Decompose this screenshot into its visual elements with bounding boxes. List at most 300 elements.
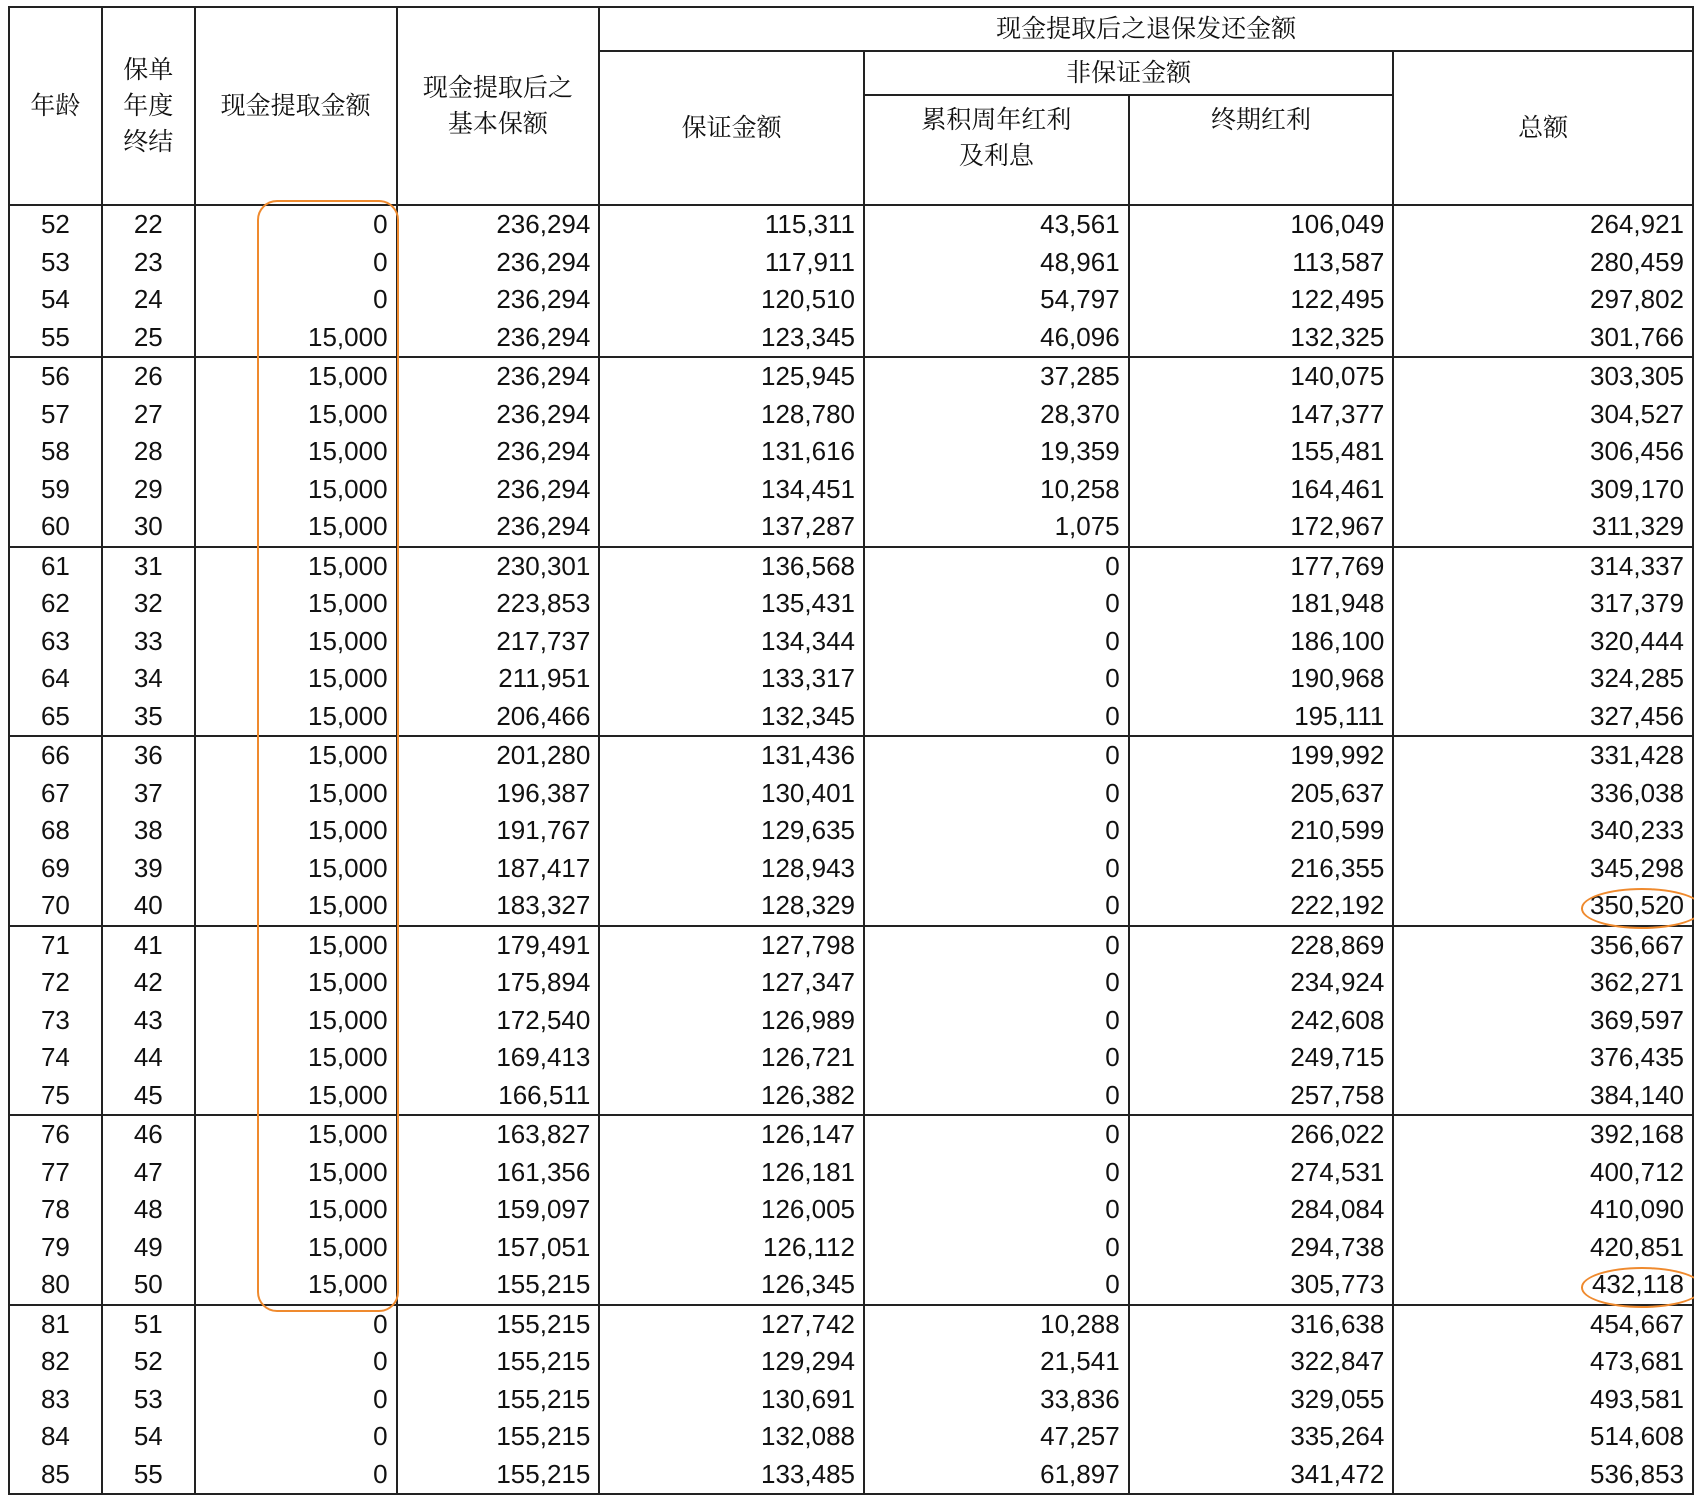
cell-guaranteed: 132,345	[599, 698, 864, 737]
table-body	[9, 205, 1693, 1494]
cell-policy-year: 26	[102, 357, 195, 396]
table-row	[9, 205, 1693, 244]
cell-basic-sum: 236,294	[397, 319, 600, 358]
cell-guaranteed: 130,401	[599, 775, 864, 813]
table-row	[9, 623, 1693, 661]
table-row	[9, 1418, 1693, 1456]
cell-basic-sum: 236,294	[397, 205, 600, 244]
table-row	[9, 471, 1693, 509]
cell-age: 54	[9, 281, 102, 319]
cell-cash-withdrawal: 15,000	[195, 1002, 397, 1040]
cell-cash-withdrawal: 15,000	[195, 964, 397, 1002]
cell-guaranteed: 130,691	[599, 1381, 864, 1419]
cell-accumulated-bonus: 0	[864, 812, 1129, 850]
cell-basic-sum: 172,540	[397, 1002, 600, 1040]
cell-accumulated-bonus: 10,258	[864, 471, 1129, 509]
table-row	[9, 887, 1693, 926]
cell-accumulated-bonus: 48,961	[864, 244, 1129, 282]
cell-policy-year: 53	[102, 1381, 195, 1419]
cell-age: 81	[9, 1305, 102, 1344]
cell-basic-sum: 236,294	[397, 471, 600, 509]
table-row	[9, 926, 1693, 965]
cell-total: 376,435	[1393, 1039, 1693, 1077]
cell-guaranteed: 123,345	[599, 319, 864, 358]
cell-age: 52	[9, 205, 102, 244]
cell-basic-sum: 236,294	[397, 357, 600, 396]
cell-policy-year: 30	[102, 508, 195, 547]
cell-terminal-bonus: 294,738	[1129, 1229, 1394, 1267]
cell-accumulated-bonus: 43,561	[864, 205, 1129, 244]
cell-age: 59	[9, 471, 102, 509]
cell-total: 345,298	[1393, 850, 1693, 888]
cell-policy-year: 37	[102, 775, 195, 813]
cell-terminal-bonus: 181,948	[1129, 585, 1394, 623]
cell-guaranteed: 117,911	[599, 244, 864, 282]
cell-age: 57	[9, 396, 102, 434]
cell-accumulated-bonus: 0	[864, 1229, 1129, 1267]
cell-accumulated-bonus: 46,096	[864, 319, 1129, 358]
cell-guaranteed: 129,294	[599, 1343, 864, 1381]
table-row	[9, 433, 1693, 471]
cell-age: 74	[9, 1039, 102, 1077]
cell-total: 410,090	[1393, 1191, 1693, 1229]
table-row	[9, 508, 1693, 547]
cell-total: 350,520	[1393, 887, 1693, 926]
cell-basic-sum: 159,097	[397, 1191, 600, 1229]
cell-policy-year: 47	[102, 1154, 195, 1192]
cell-cash-withdrawal: 15,000	[195, 775, 397, 813]
cell-cash-withdrawal: 15,000	[195, 471, 397, 509]
cell-accumulated-bonus: 61,897	[864, 1456, 1129, 1495]
cell-policy-year: 32	[102, 585, 195, 623]
header-non-guaranteed-group: 非保证金额	[864, 51, 1393, 95]
cell-cash-withdrawal: 15,000	[195, 585, 397, 623]
cell-cash-withdrawal: 15,000	[195, 887, 397, 926]
cell-total: 309,170	[1393, 471, 1693, 509]
cell-total: 362,271	[1393, 964, 1693, 1002]
cell-policy-year: 48	[102, 1191, 195, 1229]
cell-policy-year: 39	[102, 850, 195, 888]
cell-policy-year: 27	[102, 396, 195, 434]
cell-policy-year: 42	[102, 964, 195, 1002]
cell-policy-year: 51	[102, 1305, 195, 1344]
cell-policy-year: 36	[102, 736, 195, 775]
cell-basic-sum: 155,215	[397, 1456, 600, 1495]
cell-policy-year: 49	[102, 1229, 195, 1267]
cell-age: 71	[9, 926, 102, 965]
cell-accumulated-bonus: 37,285	[864, 357, 1129, 396]
cell-cash-withdrawal: 15,000	[195, 1154, 397, 1192]
cell-basic-sum: 175,894	[397, 964, 600, 1002]
cell-cash-withdrawal: 0	[195, 1305, 397, 1344]
cell-cash-withdrawal: 15,000	[195, 396, 397, 434]
cell-cash-withdrawal: 15,000	[195, 850, 397, 888]
cell-guaranteed: 132,088	[599, 1418, 864, 1456]
cell-terminal-bonus: 199,992	[1129, 736, 1394, 775]
cell-policy-year: 24	[102, 281, 195, 319]
cell-policy-year: 29	[102, 471, 195, 509]
cell-accumulated-bonus: 19,359	[864, 433, 1129, 471]
cell-total: 301,766	[1393, 319, 1693, 358]
cell-accumulated-bonus: 0	[864, 1002, 1129, 1040]
benefit-illustration-table-container	[8, 6, 1694, 1495]
cell-basic-sum: 211,951	[397, 660, 600, 698]
cell-accumulated-bonus: 54,797	[864, 281, 1129, 319]
cell-total: 392,168	[1393, 1115, 1693, 1154]
cell-guaranteed: 126,382	[599, 1077, 864, 1116]
cell-guaranteed: 127,347	[599, 964, 864, 1002]
cell-basic-sum: 223,853	[397, 585, 600, 623]
cell-guaranteed: 126,721	[599, 1039, 864, 1077]
cell-guaranteed: 137,287	[599, 508, 864, 547]
cell-terminal-bonus: 113,587	[1129, 244, 1394, 282]
cell-age: 61	[9, 547, 102, 586]
cell-basic-sum: 163,827	[397, 1115, 600, 1154]
cell-guaranteed: 128,780	[599, 396, 864, 434]
cell-terminal-bonus: 147,377	[1129, 396, 1394, 434]
cell-total: 304,527	[1393, 396, 1693, 434]
cell-age: 82	[9, 1343, 102, 1381]
cell-accumulated-bonus: 0	[864, 964, 1129, 1002]
cell-guaranteed: 115,311	[599, 205, 864, 244]
cell-policy-year: 33	[102, 623, 195, 661]
header-policy-year-end: 保单 年度 终结	[102, 7, 195, 205]
cell-cash-withdrawal: 0	[195, 244, 397, 282]
table-row	[9, 1343, 1693, 1381]
cell-basic-sum: 236,294	[397, 508, 600, 547]
cell-total: 493,581	[1393, 1381, 1693, 1419]
cell-age: 75	[9, 1077, 102, 1116]
cell-basic-sum: 236,294	[397, 281, 600, 319]
cell-guaranteed: 126,005	[599, 1191, 864, 1229]
cell-basic-sum: 236,294	[397, 396, 600, 434]
cell-age: 65	[9, 698, 102, 737]
cell-terminal-bonus: 242,608	[1129, 1002, 1394, 1040]
cell-basic-sum: 206,466	[397, 698, 600, 737]
cell-cash-withdrawal: 15,000	[195, 1115, 397, 1154]
cell-guaranteed: 126,345	[599, 1266, 864, 1305]
cell-basic-sum: 157,051	[397, 1229, 600, 1267]
cell-total: 432,118	[1393, 1266, 1693, 1305]
cell-policy-year: 45	[102, 1077, 195, 1116]
cell-basic-sum: 155,215	[397, 1343, 600, 1381]
cell-accumulated-bonus: 0	[864, 547, 1129, 586]
cell-guaranteed: 120,510	[599, 281, 864, 319]
cell-accumulated-bonus: 0	[864, 1039, 1129, 1077]
benefit-illustration-table	[8, 6, 1694, 1495]
cell-accumulated-bonus: 0	[864, 1266, 1129, 1305]
cell-policy-year: 23	[102, 244, 195, 282]
cell-terminal-bonus: 284,084	[1129, 1191, 1394, 1229]
cell-total: 454,667	[1393, 1305, 1693, 1344]
cell-terminal-bonus: 274,531	[1129, 1154, 1394, 1192]
cell-basic-sum: 183,327	[397, 887, 600, 926]
cell-age: 76	[9, 1115, 102, 1154]
cell-policy-year: 25	[102, 319, 195, 358]
cell-basic-sum: 155,215	[397, 1305, 600, 1344]
cell-accumulated-bonus: 0	[864, 660, 1129, 698]
cell-accumulated-bonus: 0	[864, 623, 1129, 661]
header-age: 年龄	[9, 7, 102, 205]
table-row	[9, 964, 1693, 1002]
cell-terminal-bonus: 172,967	[1129, 508, 1394, 547]
cell-basic-sum: 196,387	[397, 775, 600, 813]
cell-total: 336,038	[1393, 775, 1693, 813]
table-row	[9, 547, 1693, 586]
cell-terminal-bonus: 305,773	[1129, 1266, 1394, 1305]
cell-age: 69	[9, 850, 102, 888]
cell-guaranteed: 133,317	[599, 660, 864, 698]
cell-accumulated-bonus: 0	[864, 850, 1129, 888]
table-row	[9, 775, 1693, 813]
cell-cash-withdrawal: 15,000	[195, 1191, 397, 1229]
cell-age: 58	[9, 433, 102, 471]
cell-total: 306,456	[1393, 433, 1693, 471]
cell-terminal-bonus: 132,325	[1129, 319, 1394, 358]
cell-terminal-bonus: 155,481	[1129, 433, 1394, 471]
cell-terminal-bonus: 140,075	[1129, 357, 1394, 396]
cell-terminal-bonus: 316,638	[1129, 1305, 1394, 1344]
table-row	[9, 736, 1693, 775]
table-row	[9, 1456, 1693, 1495]
table-row	[9, 660, 1693, 698]
cell-total: 264,921	[1393, 205, 1693, 244]
cell-guaranteed: 129,635	[599, 812, 864, 850]
cell-age: 67	[9, 775, 102, 813]
cell-age: 73	[9, 1002, 102, 1040]
cell-cash-withdrawal: 15,000	[195, 547, 397, 586]
cell-age: 80	[9, 1266, 102, 1305]
table-row	[9, 1191, 1693, 1229]
cell-age: 77	[9, 1154, 102, 1192]
cell-total: 473,681	[1393, 1343, 1693, 1381]
cell-age: 56	[9, 357, 102, 396]
cell-accumulated-bonus: 10,288	[864, 1305, 1129, 1344]
cell-policy-year: 34	[102, 660, 195, 698]
cell-cash-withdrawal: 15,000	[195, 357, 397, 396]
cell-accumulated-bonus: 0	[864, 736, 1129, 775]
cell-guaranteed: 135,431	[599, 585, 864, 623]
cell-age: 62	[9, 585, 102, 623]
cell-policy-year: 41	[102, 926, 195, 965]
cell-guaranteed: 125,945	[599, 357, 864, 396]
cell-basic-sum: 187,417	[397, 850, 600, 888]
cell-terminal-bonus: 205,637	[1129, 775, 1394, 813]
header-cash-withdrawal: 现金提取金额	[195, 7, 397, 205]
cell-cash-withdrawal: 15,000	[195, 698, 397, 737]
cell-guaranteed: 134,344	[599, 623, 864, 661]
cell-cash-withdrawal: 0	[195, 1343, 397, 1381]
cell-total: 320,444	[1393, 623, 1693, 661]
cell-cash-withdrawal: 15,000	[195, 433, 397, 471]
cell-basic-sum: 191,767	[397, 812, 600, 850]
cell-age: 83	[9, 1381, 102, 1419]
cell-terminal-bonus: 322,847	[1129, 1343, 1394, 1381]
cell-accumulated-bonus: 1,075	[864, 508, 1129, 547]
cell-cash-withdrawal: 0	[195, 281, 397, 319]
cell-total: 314,337	[1393, 547, 1693, 586]
table-row	[9, 357, 1693, 396]
cell-total: 340,233	[1393, 812, 1693, 850]
cell-cash-withdrawal: 15,000	[195, 1039, 397, 1077]
cell-cash-withdrawal: 15,000	[195, 926, 397, 965]
cell-guaranteed: 128,943	[599, 850, 864, 888]
cell-terminal-bonus: 329,055	[1129, 1381, 1394, 1419]
cell-basic-sum: 169,413	[397, 1039, 600, 1077]
table-row	[9, 1077, 1693, 1116]
cell-terminal-bonus: 122,495	[1129, 281, 1394, 319]
header-surrender-value-group: 现金提取后之退保发还金额	[599, 7, 1693, 51]
cell-guaranteed: 134,451	[599, 471, 864, 509]
table-row	[9, 1305, 1693, 1344]
cell-age: 79	[9, 1229, 102, 1267]
cell-total: 324,285	[1393, 660, 1693, 698]
cell-cash-withdrawal: 0	[195, 205, 397, 244]
table-row	[9, 698, 1693, 737]
cell-accumulated-bonus: 0	[864, 1154, 1129, 1192]
cell-policy-year: 44	[102, 1039, 195, 1077]
table-row	[9, 319, 1693, 358]
cell-total: 400,712	[1393, 1154, 1693, 1192]
cell-terminal-bonus: 216,355	[1129, 850, 1394, 888]
cell-basic-sum: 179,491	[397, 926, 600, 965]
table-row	[9, 812, 1693, 850]
cell-terminal-bonus: 234,924	[1129, 964, 1394, 1002]
cell-accumulated-bonus: 33,836	[864, 1381, 1129, 1419]
cell-total: 317,379	[1393, 585, 1693, 623]
cell-age: 66	[9, 736, 102, 775]
cell-policy-year: 46	[102, 1115, 195, 1154]
cell-accumulated-bonus: 0	[864, 1115, 1129, 1154]
cell-policy-year: 28	[102, 433, 195, 471]
cell-basic-sum: 217,737	[397, 623, 600, 661]
table-row	[9, 1266, 1693, 1305]
table-row	[9, 244, 1693, 282]
cell-age: 70	[9, 887, 102, 926]
cell-basic-sum: 236,294	[397, 244, 600, 282]
cell-terminal-bonus: 341,472	[1129, 1456, 1394, 1495]
cell-total: 514,608	[1393, 1418, 1693, 1456]
cell-policy-year: 38	[102, 812, 195, 850]
cell-cash-withdrawal: 15,000	[195, 508, 397, 547]
cell-cash-withdrawal: 15,000	[195, 1266, 397, 1305]
cell-cash-withdrawal: 15,000	[195, 736, 397, 775]
cell-age: 84	[9, 1418, 102, 1456]
cell-cash-withdrawal: 15,000	[195, 319, 397, 358]
cell-total: 280,459	[1393, 244, 1693, 282]
cell-policy-year: 52	[102, 1343, 195, 1381]
cell-policy-year: 50	[102, 1266, 195, 1305]
cell-policy-year: 22	[102, 205, 195, 244]
cell-total: 303,305	[1393, 357, 1693, 396]
cell-total: 420,851	[1393, 1229, 1693, 1267]
cell-guaranteed: 126,147	[599, 1115, 864, 1154]
cell-total: 331,428	[1393, 736, 1693, 775]
cell-terminal-bonus: 228,869	[1129, 926, 1394, 965]
cell-total: 536,853	[1393, 1456, 1693, 1495]
cell-age: 55	[9, 319, 102, 358]
cell-accumulated-bonus: 0	[864, 1077, 1129, 1116]
cell-age: 53	[9, 244, 102, 282]
cell-age: 60	[9, 508, 102, 547]
cell-guaranteed: 136,568	[599, 547, 864, 586]
cell-policy-year: 55	[102, 1456, 195, 1495]
cell-basic-sum: 155,215	[397, 1418, 600, 1456]
cell-basic-sum: 230,301	[397, 547, 600, 586]
cell-basic-sum: 155,215	[397, 1266, 600, 1305]
cell-accumulated-bonus: 0	[864, 775, 1129, 813]
cell-total: 311,329	[1393, 508, 1693, 547]
cell-basic-sum: 161,356	[397, 1154, 600, 1192]
cell-total: 369,597	[1393, 1002, 1693, 1040]
cell-total: 327,456	[1393, 698, 1693, 737]
cell-accumulated-bonus: 0	[864, 1191, 1129, 1229]
cell-terminal-bonus: 249,715	[1129, 1039, 1394, 1077]
table-header	[9, 7, 1693, 205]
cell-accumulated-bonus: 0	[864, 887, 1129, 926]
table-row	[9, 585, 1693, 623]
cell-cash-withdrawal: 0	[195, 1418, 397, 1456]
cell-guaranteed: 133,485	[599, 1456, 864, 1495]
cell-age: 85	[9, 1456, 102, 1495]
cell-terminal-bonus: 186,100	[1129, 623, 1394, 661]
cell-accumulated-bonus: 0	[864, 926, 1129, 965]
cell-total: 297,802	[1393, 281, 1693, 319]
cell-total: 356,667	[1393, 926, 1693, 965]
cell-cash-withdrawal: 15,000	[195, 623, 397, 661]
table-row	[9, 396, 1693, 434]
cell-terminal-bonus: 222,192	[1129, 887, 1394, 926]
cell-terminal-bonus: 164,461	[1129, 471, 1394, 509]
table-row	[9, 1229, 1693, 1267]
cell-accumulated-bonus: 47,257	[864, 1418, 1129, 1456]
header-basic-sum-after-withdrawal: 现金提取后之 基本保额	[397, 7, 600, 205]
header-accumulated-bonus: 累积周年红利 及利息	[864, 95, 1129, 205]
header-terminal-bonus: 终期红利	[1129, 95, 1394, 205]
cell-guaranteed: 128,329	[599, 887, 864, 926]
cell-guaranteed: 126,989	[599, 1002, 864, 1040]
cell-terminal-bonus: 257,758	[1129, 1077, 1394, 1116]
cell-age: 72	[9, 964, 102, 1002]
cell-terminal-bonus: 335,264	[1129, 1418, 1394, 1456]
cell-guaranteed: 127,798	[599, 926, 864, 965]
cell-basic-sum: 201,280	[397, 736, 600, 775]
cell-policy-year: 40	[102, 887, 195, 926]
table-row	[9, 1381, 1693, 1419]
cell-guaranteed: 131,616	[599, 433, 864, 471]
cell-policy-year: 54	[102, 1418, 195, 1456]
table-row	[9, 1154, 1693, 1192]
cell-terminal-bonus: 177,769	[1129, 547, 1394, 586]
table-row	[9, 850, 1693, 888]
cell-guaranteed: 126,112	[599, 1229, 864, 1267]
cell-age: 78	[9, 1191, 102, 1229]
cell-accumulated-bonus: 28,370	[864, 396, 1129, 434]
cell-total: 384,140	[1393, 1077, 1693, 1116]
cell-cash-withdrawal: 15,000	[195, 812, 397, 850]
header-total: 总额	[1393, 51, 1693, 205]
cell-policy-year: 31	[102, 547, 195, 586]
header-guaranteed: 保证金额	[599, 51, 864, 205]
cell-terminal-bonus: 195,111	[1129, 698, 1394, 737]
cell-terminal-bonus: 210,599	[1129, 812, 1394, 850]
cell-accumulated-bonus: 21,541	[864, 1343, 1129, 1381]
cell-cash-withdrawal: 0	[195, 1381, 397, 1419]
cell-cash-withdrawal: 15,000	[195, 1229, 397, 1267]
cell-policy-year: 43	[102, 1002, 195, 1040]
cell-age: 68	[9, 812, 102, 850]
cell-basic-sum: 236,294	[397, 433, 600, 471]
